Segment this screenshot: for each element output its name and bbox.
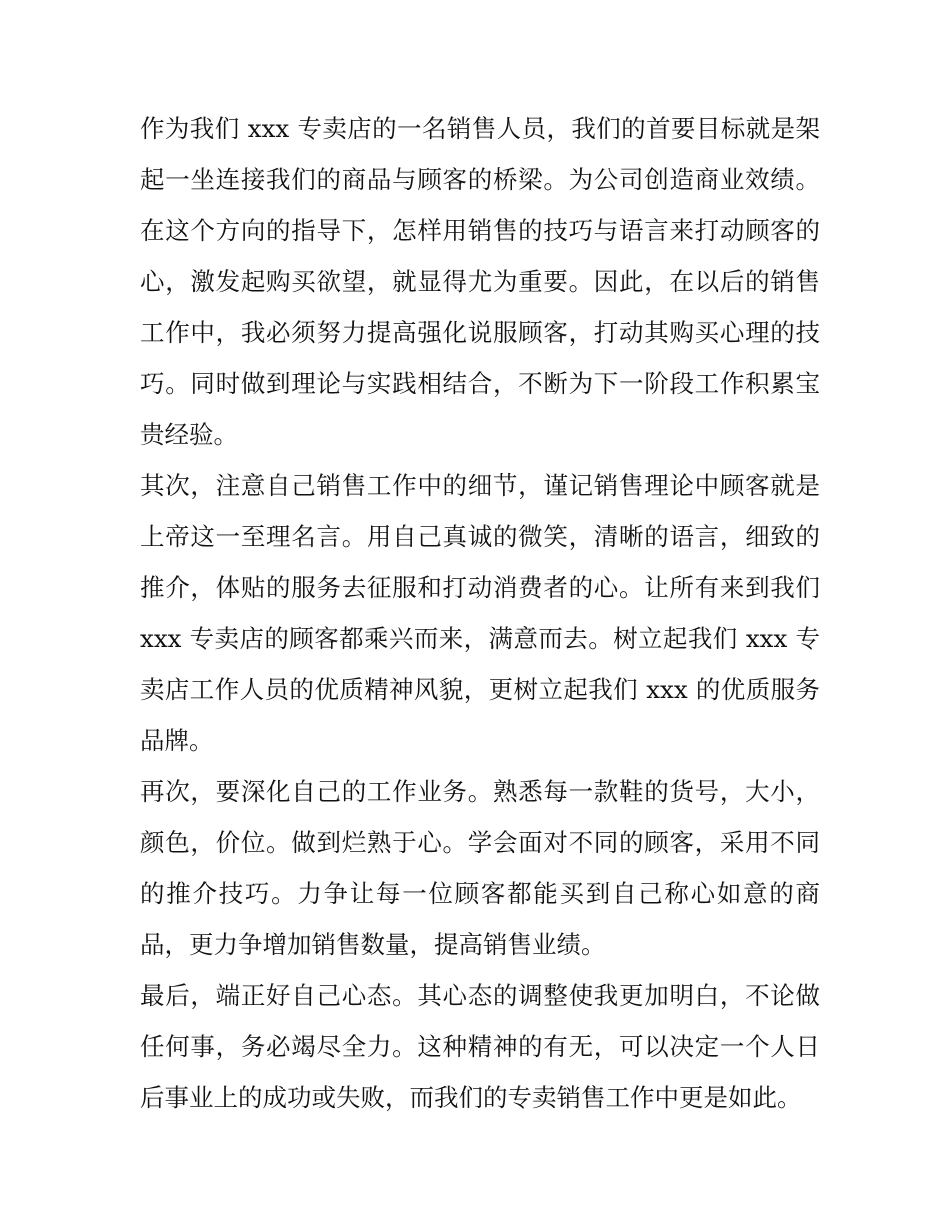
paragraph-last: 最后，端正好自己心态。其心态的调整使我更加明白，不论做任何事，务必竭尽全力。这种精神的有无，可以决定一个人日后事业上的成功或失败，而我们的专卖销售工作中更是如此。 bbox=[140, 981, 820, 1112]
document-body bbox=[140, 103, 820, 1123]
paragraph-second: 其次，注意自己销售工作中的细节，谨记销售理论中顾客就是上帝这一至理名言。用自己真诚的微笑，清晰的语言，细致的推介，体贴的服务去征服和打动消费者的心。让所有来到我们 xxx 专卖店的顾客都乘兴而来，满意而去。树立起我们 xxx 专卖店工作人员的优质精神风貌，更树立起我们 xxx 的优质服务品牌。 bbox=[140, 471, 820, 755]
paragraph-third: 再次，要深化自己的工作业务。熟悉每一款鞋的货号，大小，颜色，价位。做到烂熟于心。学会面对不同的顾客，采用不同的推介技巧。力争让每一位顾客都能买到自己称心如意的商品，更力争增加销售数量，提高销售业绩。 bbox=[140, 777, 820, 959]
paragraph-intro: 作为我们 xxx 专卖店的一名销售人员，我们的首要目标就是架起一坐连接我们的商品与顾客的桥梁。为公司创造商业效绩。在这个方向的指导下，怎样用销售的技巧与语言来打动顾客的心，激发起购买欲望，就显得尤为重要。因此，在以后的销售工作中，我必须努力提高强化说服顾客，打动其购买心理的技巧。同时做到理论与实践相结合，不断为下一阶段工作积累宝贵经验。 bbox=[140, 114, 820, 449]
